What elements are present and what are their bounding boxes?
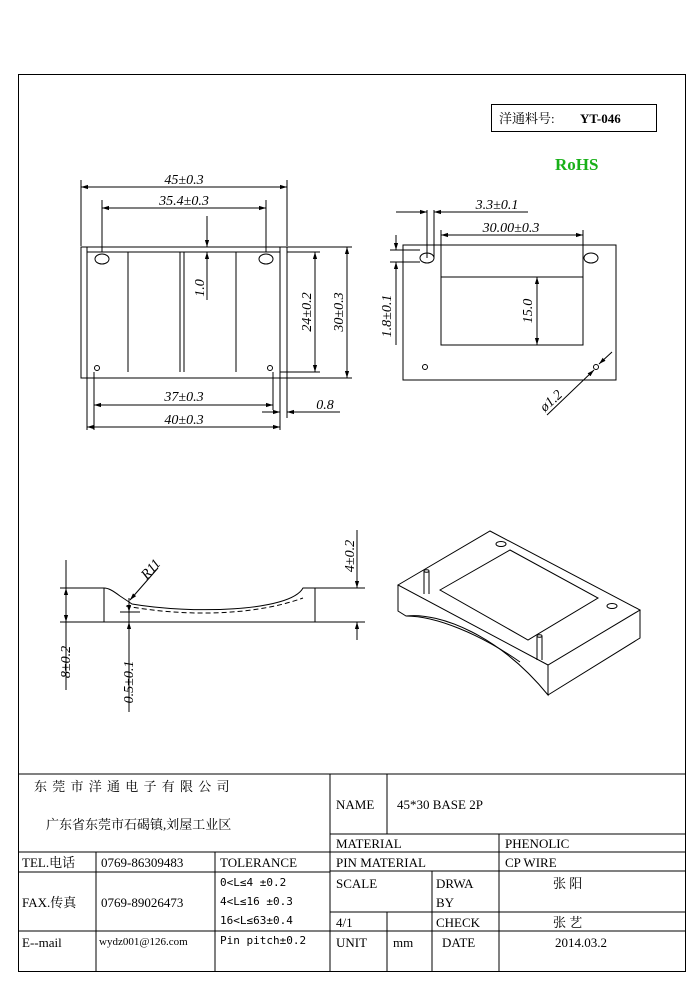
dim-pin-span: 37±0.3	[164, 390, 204, 405]
tel-label: TEL.电话	[22, 855, 76, 870]
top-view	[390, 210, 616, 415]
dim-side-offset: 1.8±0.1	[380, 294, 395, 338]
tel-value: 0769-86309483	[101, 855, 184, 870]
name-value: 45*30 BASE 2P	[397, 797, 483, 812]
dim-pin-dia: ø1.2	[537, 387, 566, 416]
company-address: 广东省东莞市石碣镇,刘屋工业区	[46, 817, 232, 832]
tolerance-row-4: Pin pitch±0.2	[220, 934, 307, 947]
dim-top-width: 45±0.3	[164, 173, 204, 188]
material-value: PHENOLIC	[505, 836, 570, 851]
drawn-label-line1: DRWA	[436, 876, 474, 891]
name-label: NAME	[336, 797, 375, 812]
dim-total-height: 8±0.2	[59, 645, 74, 679]
date-value: 2014.03.2	[555, 935, 607, 950]
email-value: wydz001@126.com	[99, 936, 188, 948]
pin-material-label: PIN MATERIAL	[336, 855, 426, 870]
scale-value: 4/1	[336, 915, 353, 930]
email-label: E--mail	[22, 935, 62, 950]
dim-step-height: 4±0.2	[343, 539, 358, 573]
unit-label: UNIT	[336, 935, 368, 950]
check-value: 张 艺	[553, 915, 583, 930]
side-section-view	[60, 530, 365, 712]
dim-rib: 1.0	[193, 279, 208, 297]
date-label: DATE	[442, 935, 476, 950]
dim-inner-width: 35.4±0.3	[159, 194, 209, 209]
material-label: MATERIAL	[336, 836, 402, 851]
drawn-by-value: 张 阳	[553, 876, 583, 891]
dim-pad-height: 15.0	[521, 298, 536, 324]
dim-hole-offset: 3.3±0.1	[475, 198, 519, 213]
dim-pin-offset: 0.8	[316, 398, 334, 413]
dim-pad-width: 30.00±0.3	[482, 221, 540, 236]
isometric-view	[398, 531, 640, 695]
fax-value: 0769-89026473	[101, 895, 184, 910]
tolerance-row-1: 0<L≤4 ±0.2	[220, 876, 287, 889]
part-code: YT-046	[580, 111, 621, 126]
tolerance-row-3: 16<L≤63±0.4	[220, 914, 293, 927]
check-label: CHECK	[436, 915, 481, 930]
drawn-label-line2: BY	[436, 895, 455, 910]
fax-label: FAX.传真	[22, 895, 77, 910]
dim-base-thickness: 0.5±0.1	[122, 660, 137, 704]
tolerance-label: TOLERANCE	[220, 855, 298, 870]
company-name: 东 莞 市 洋 通 电 子 有 限 公 司	[34, 779, 231, 794]
scale-label: SCALE	[336, 876, 378, 891]
rohs-mark: RoHS	[555, 155, 599, 174]
dim-height-inner: 24±0.2	[300, 292, 315, 332]
part-label: 洋通料号:	[499, 111, 555, 126]
dim-bottom-width: 40±0.3	[164, 413, 204, 428]
tolerance-row-2: 4<L≤16 ±0.3	[220, 895, 293, 908]
dim-height-outer: 30±0.3	[332, 292, 347, 332]
unit-value: mm	[393, 935, 414, 950]
dim-radius: R11	[138, 556, 165, 583]
pin-material-value: CP WIRE	[505, 855, 557, 870]
